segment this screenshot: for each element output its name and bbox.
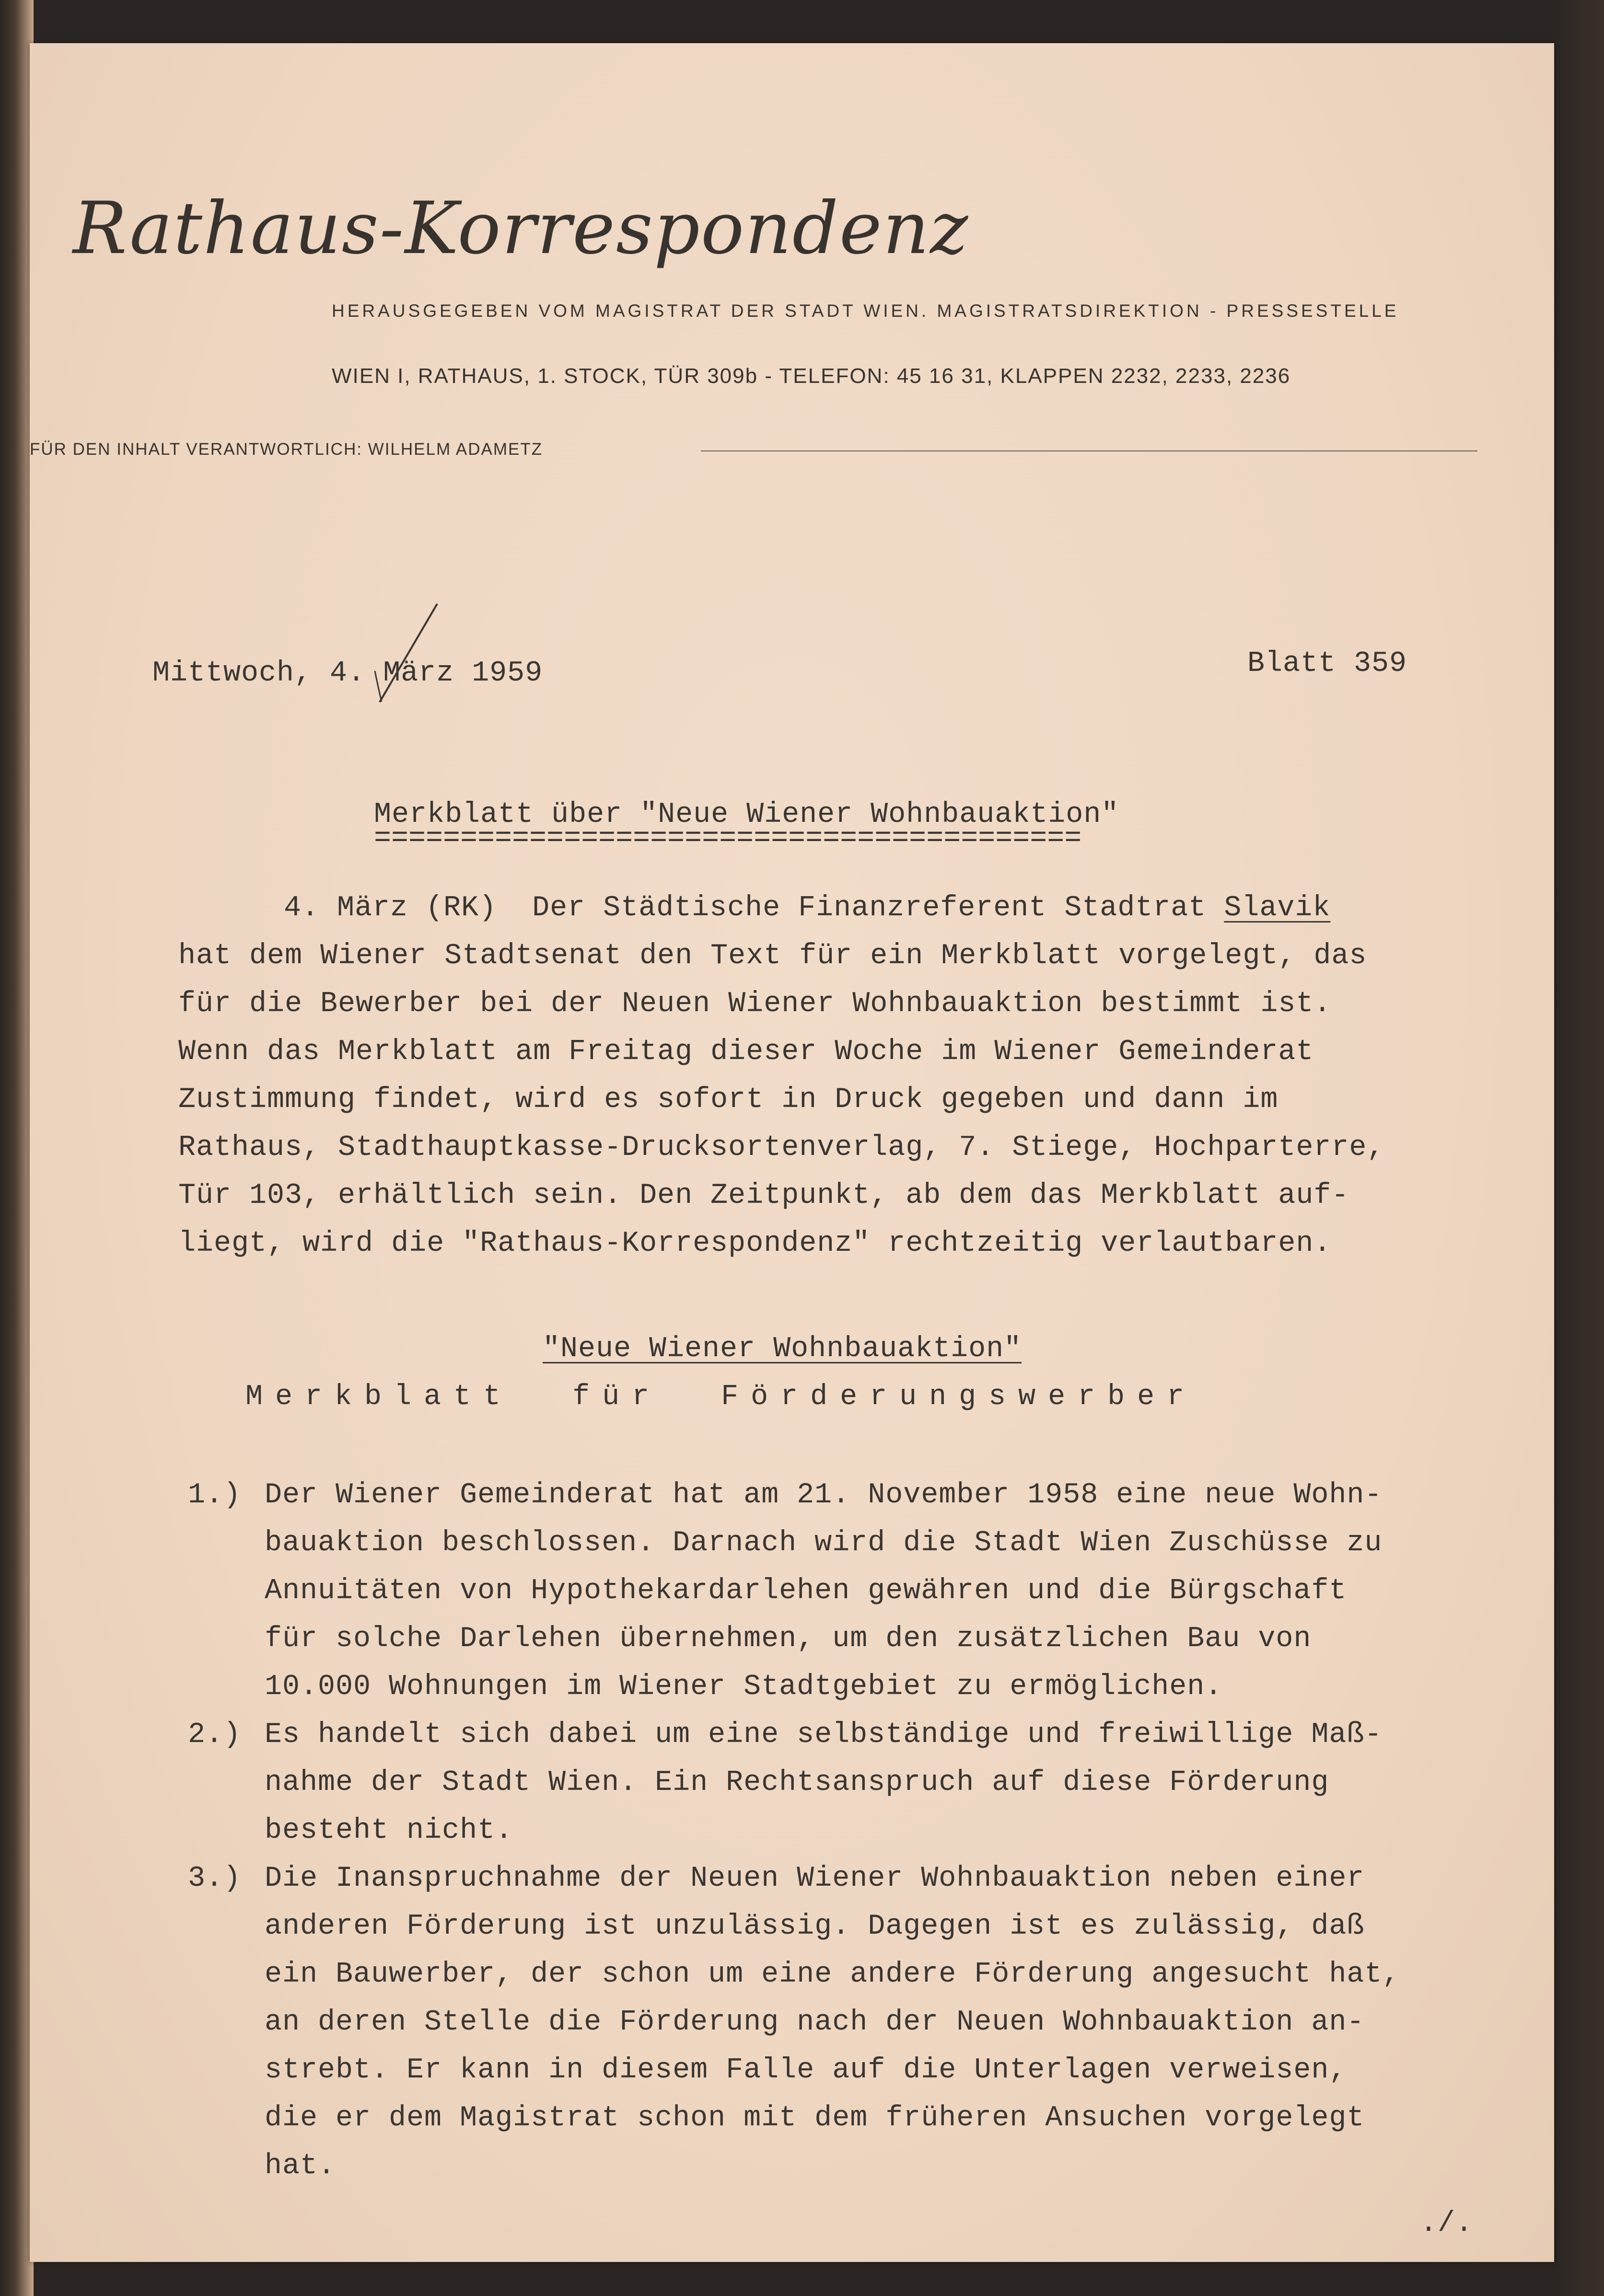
item-line: bauaktion beschlossen. Darnach wird die Stadt Wien Zuschüsse zu	[265, 1527, 1383, 1559]
paragraph-line: Zustimmung findet, wird es sofort in Druck gegeben und dann im	[178, 1084, 1279, 1116]
headline: Merkblatt über "Neue Wiener Wohnbauaktion"	[374, 798, 1119, 831]
continuation-mark: ./.	[1420, 2207, 1474, 2240]
sheet-number: Blatt 359	[1247, 647, 1407, 680]
item-number: 2.)	[188, 1719, 242, 1751]
handwritten-check-mark	[365, 599, 461, 714]
paragraph-line: für die Bewerber bei der Neuen Wiener Wohnbauaktion bestimmt ist.	[178, 988, 1332, 1020]
list-item	[188, 1855, 1530, 2190]
masthead-publisher: HERAUSGEGEBEN VOM MAGISTRAT DER STADT WIEN. MAGISTRATSDIREKTION - PRESSESTELLE	[332, 301, 1399, 321]
item-line: nahme der Stadt Wien. Ein Rechtsanspruch auf diese Förderung	[265, 1766, 1329, 1799]
paragraph-line: Tür 103, erhältlich sein. Den Zeitpunkt, ab dem das Merkblatt auf-	[178, 1179, 1349, 1212]
paragraph-line: hat dem Wiener Stadtsenat den Text für ein Merkblatt vorgelegt, das	[178, 940, 1367, 972]
intro-first-line	[226, 884, 1521, 932]
item-line: die er dem Magistrat schon mit dem früheren Ansuchen vorgelegt	[265, 2102, 1365, 2134]
leaflet-title: "Neue Wiener Wohnbauaktion"	[543, 1333, 1022, 1365]
paragraph-line: Rathaus, Stadthauptkasse-Drucksortenverlag, 7. Stiege, Hochparterre,	[178, 1131, 1385, 1164]
date-line: Mittwoch, 4. März 1959	[152, 657, 543, 690]
document-page	[30, 43, 1554, 2262]
list-item	[188, 1471, 1530, 1711]
councillor-name: Slavik	[1224, 892, 1331, 924]
item-line: strebt. Er kann in diesem Falle auf die Unterlagen verweisen,	[265, 2054, 1347, 2087]
item-line: hat.	[265, 2150, 336, 2182]
item-number: 3.)	[188, 1862, 242, 1895]
item-line: Der Wiener Gemeinderat hat am 21. November 1958 eine neue Wohn-	[265, 1479, 1383, 1511]
intro-lead: 4. März (RK) Der Städtische Finanzreferent Stadtrat	[284, 892, 1224, 924]
masthead-address: WIEN I, RATHAUS, 1. STOCK, TÜR 309b - TELEFON: 45 16 31, KLAPPEN 2232, 2233, 2236	[332, 364, 1291, 388]
item-number: 1.)	[188, 1479, 242, 1511]
binding-edge	[0, 0, 34, 2296]
item-line: besteht nicht.	[265, 1814, 513, 1847]
intro-paragraph	[178, 884, 1521, 1268]
item-line: Die Inanspruchnahme der Neuen Wiener Wohnbauaktion neben einer	[265, 1862, 1365, 1895]
paragraph-line: Wenn das Merkblatt am Freitag dieser Woche im Wiener Gemeinderat	[178, 1036, 1314, 1068]
item-line: an deren Stelle die Förderung nach der Neuen Wohnbauaktion an-	[265, 2006, 1365, 2039]
item-line: Annuitäten von Hypothekardarlehen gewähren und die Bürgschaft	[265, 1575, 1347, 1607]
list-item	[188, 1711, 1530, 1855]
item-line: für solche Darlehen übernehmen, um den zusätzlichen Bau von	[265, 1623, 1312, 1655]
scan-background	[1554, 0, 1604, 2296]
masthead-title: Rathaus-Korrespondenz	[73, 187, 969, 270]
item-line: anderen Förderung ist unzulässig. Dagegen ist es zulässig, daß	[265, 1910, 1365, 1943]
masthead-rule	[701, 450, 1477, 451]
paragraph-line: liegt, wird die "Rathaus-Korrespondenz" rechtzeitig verlautbaren.	[178, 1227, 1332, 1260]
item-line: Es handelt sich dabei um eine selbständige und freiwillige Maß-	[265, 1719, 1383, 1751]
headline-underline: =========================================	[374, 822, 1082, 855]
masthead-responsible: FÜR DEN INHALT VERANTWORTLICH: WILHELM ADAMETZ	[30, 440, 543, 459]
item-line: ein Bauwerber, der schon um eine andere Förderung angesucht hat,	[265, 1958, 1400, 1991]
numbered-list	[188, 1471, 1530, 2190]
item-line: 10.000 Wohnungen im Wiener Stadtgebiet zu ermöglichen.	[265, 1671, 1223, 1703]
leaflet-subtitle: Merkblatt für Förderungswerber	[245, 1381, 1197, 1413]
